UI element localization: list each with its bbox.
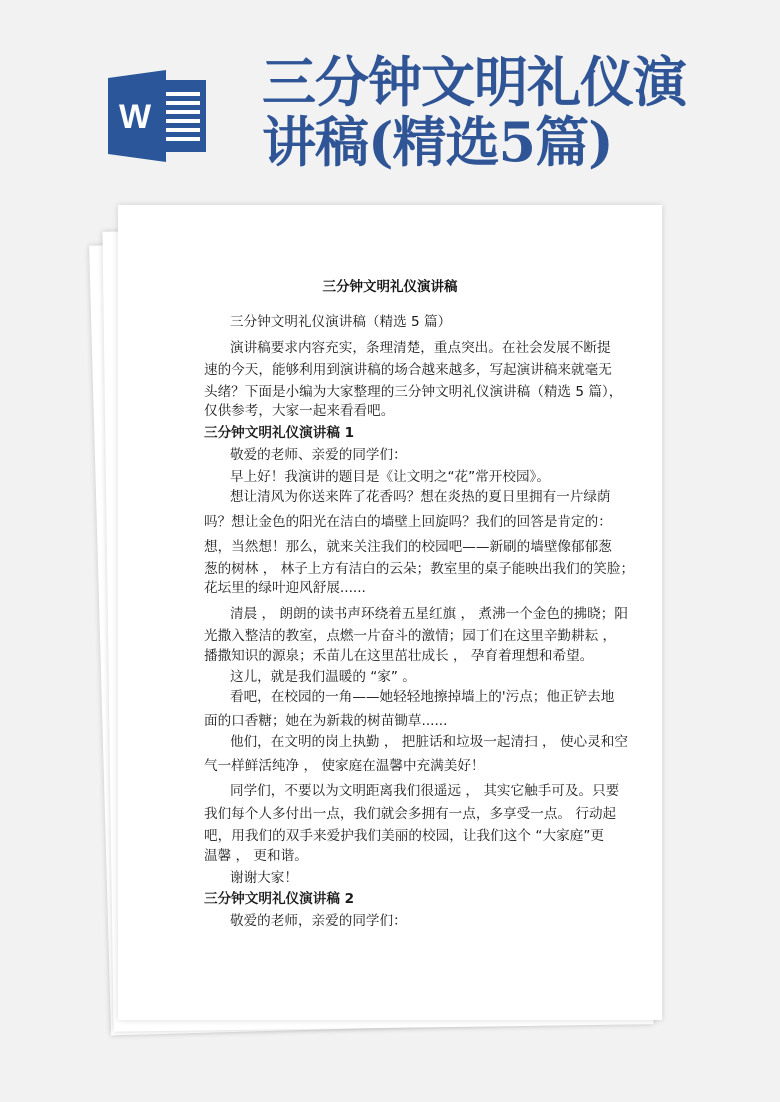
text-line: 三分钟文明礼仪演讲稿（精选 5 篇） [230, 314, 452, 330]
text-line: 光撒入整洁的教室，点燃一片奋斗的激情；园丁们在这里辛勤耕耘 ， [204, 628, 617, 644]
text-line: 头绪？下面是小编为大家整理的三分钟文明礼仪演讲稿（精选 5 篇）， [204, 384, 623, 400]
text-line: 演讲稿要求内容充实，条理清楚，重点突出。在社会发展不断提 [230, 340, 611, 356]
text-line: 这儿，就是我们温暖的 “家” 。 [230, 669, 416, 685]
text-line: 吧，用我们的双手来爱护我们美丽的校园，让我们这个 “大家庭”更 [204, 828, 604, 844]
title-line-2: 讲稿(精选5篇) [262, 110, 613, 174]
document-page [118, 205, 662, 1020]
word-document-icon [108, 70, 208, 162]
title-line-1: 三分钟文明礼仪演 [262, 50, 686, 114]
text-line: 敬爱的老师、亲爱的同学们： [230, 447, 407, 463]
text-line: 清晨 ， 朗朗的读书声环绕着五星红旗 ， 煮沸一个金色的拂晓；阳 [230, 606, 628, 622]
text-line: 气一样鲜活纯净 ， 使家庭在温馨中充满美好！ [204, 758, 485, 774]
section-heading: 三分钟文明礼仪演讲稿 1 [204, 425, 355, 441]
text-line: 想，当然想！那么，就来关注我们的校园吧——新刷的墙壁像郁郁葱 [204, 539, 612, 555]
text-line: 葱的树林 ， 林子上方有洁白的云朵；教室里的桌子能映出我们的笑脸； [204, 561, 635, 577]
text-line: 他们，在文明的岗上执勤 ， 把脏话和垃圾一起清扫 ， 使心灵和空 [230, 734, 628, 750]
text-line: 温馨 ， 更和谐。 [204, 848, 308, 864]
text-line: 谢谢大家！ [230, 870, 298, 886]
text-line: 仅供参考，大家一起来看看吧。 [204, 403, 395, 419]
text-line: 同学们，不要以为文明距离我们很遥远 ， 其实它触手可及。只要 [230, 783, 620, 799]
text-line: 速的今天，能够利用到演讲稿的场合越来越多，写起演讲稿来就毫无 [204, 362, 612, 378]
section-heading: 三分钟文明礼仪演讲稿 2 [204, 891, 355, 907]
word-icon-letter: W [118, 98, 152, 136]
text-line: 看吧，在校园的一角——她轻轻地擦掉墙上的'污点；他正铲去地 [230, 689, 615, 705]
text-line: 早上好！我演讲的题目是《让文明之“花”常开校园》。 [230, 469, 550, 485]
text-line: 面的口香糖；她在为新栽的树苗锄草...... [204, 713, 448, 729]
text-line: 播撒知识的源泉；禾苗儿在这里茁壮成长 ， 孕育着理想和希望。 [204, 648, 594, 664]
page-title [262, 52, 686, 172]
text-line: 我们每个人多付出一点，我们就会多拥有一点，多享受一点。 行动起 [204, 806, 617, 822]
text-line: 想让清风为你送来阵了花香吗？想在炎热的夏日里拥有一片绿荫 [230, 489, 611, 505]
document-title: 三分钟文明礼仪演讲稿 [322, 279, 458, 295]
text-line: 敬爱的老师，亲爱的同学们： [230, 913, 407, 929]
text-line: 吗？想让金色的阳光在洁白的墙壁上回旋吗？我们的回答是肯定的： [204, 514, 612, 530]
text-line: 花坛里的绿叶迎风舒展...... [204, 580, 366, 596]
